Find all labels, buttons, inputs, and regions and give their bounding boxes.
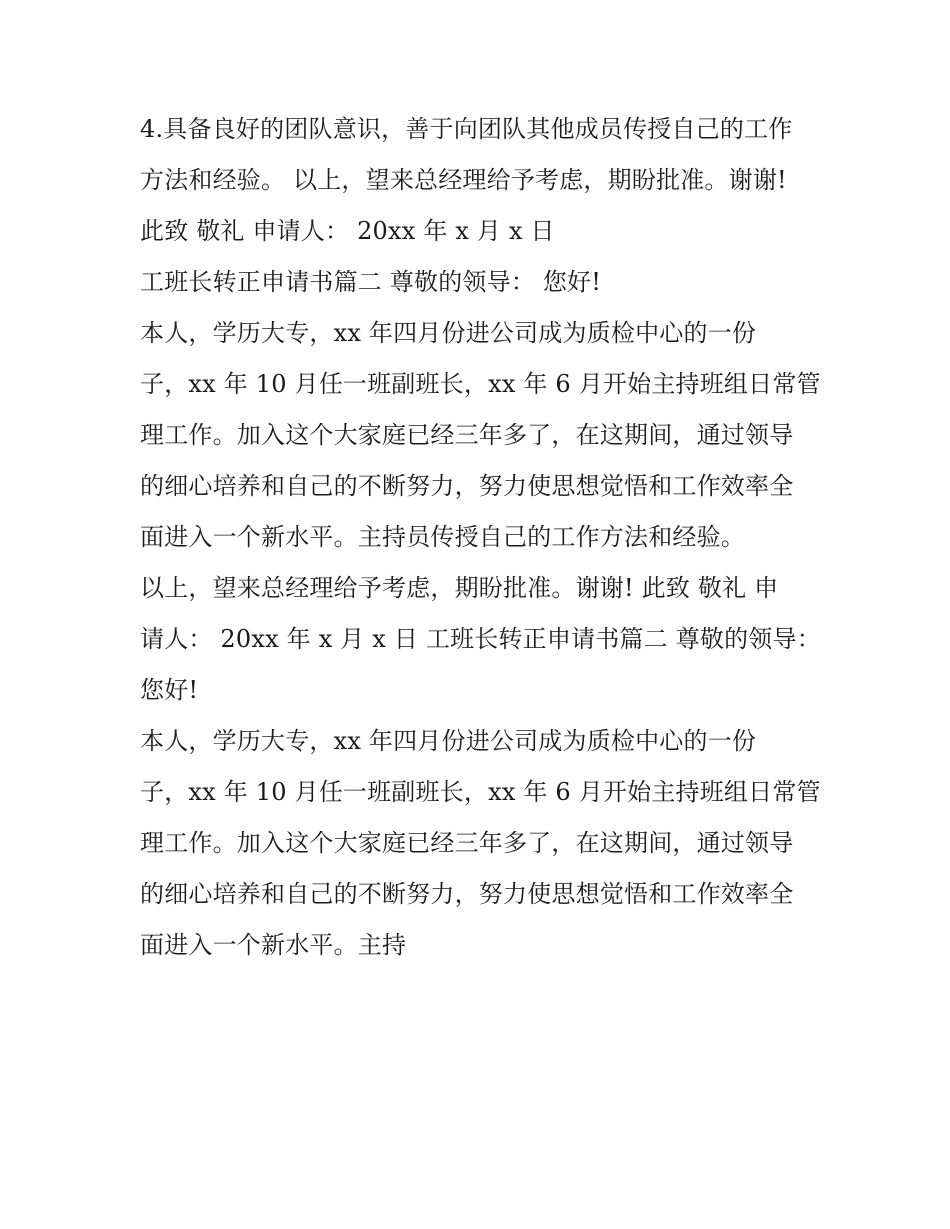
text-line: 面进入一个新水平。主持 — [140, 931, 407, 959]
text-line: 本人，学历大专，xx 年四月份进公司成为质检中心的一份 — [140, 319, 757, 347]
text-line: 理工作。加入这个大家庭已经三年多了，在这期间，通过领导 — [140, 421, 794, 449]
text-line: 4.具备良好的团队意识，善于向团队其他成员传授自己的工作 — [140, 115, 793, 143]
text-line: 的细心培养和自己的不断努力，努力使思想觉悟和工作效率全 — [140, 472, 794, 500]
text-line: 方法和经验。 以上，望来总经理给予考虑，期盼批准。谢谢! — [140, 166, 787, 194]
text-line: 以上，望来总经理给予考虑，期盼批准。谢谢! 此致 敬礼 申 — [140, 574, 779, 602]
text-line: 此致 敬礼 申请人： 20xx 年 x 月 x 日 — [140, 217, 555, 245]
text-line: 子，xx 年 10 月任一班副班长，xx 年 6 月开始主持班组日常管 — [140, 370, 821, 398]
text-line: 子，xx 年 10 月任一班副班长，xx 年 6 月开始主持班组日常管 — [140, 778, 821, 806]
body-text — [140, 104, 830, 971]
text-line: 面进入一个新水平。主持员传授自己的工作方法和经验。 — [140, 523, 745, 551]
text-line: 您好! — [140, 676, 199, 704]
text-line: 本人，学历大专，xx 年四月份进公司成为质检中心的一份 — [140, 727, 757, 755]
text-line: 理工作。加入这个大家庭已经三年多了，在这期间，通过领导 — [140, 829, 794, 857]
text-line: 的细心培养和自己的不断努力，努力使思想觉悟和工作效率全 — [140, 880, 794, 908]
text-line: 请人： 20xx 年 x 月 x 日 工班长转正申请书篇二 尊敬的领导： — [140, 625, 821, 653]
text-line: 工班长转正申请书篇二 尊敬的领导： 您好! — [140, 268, 602, 296]
